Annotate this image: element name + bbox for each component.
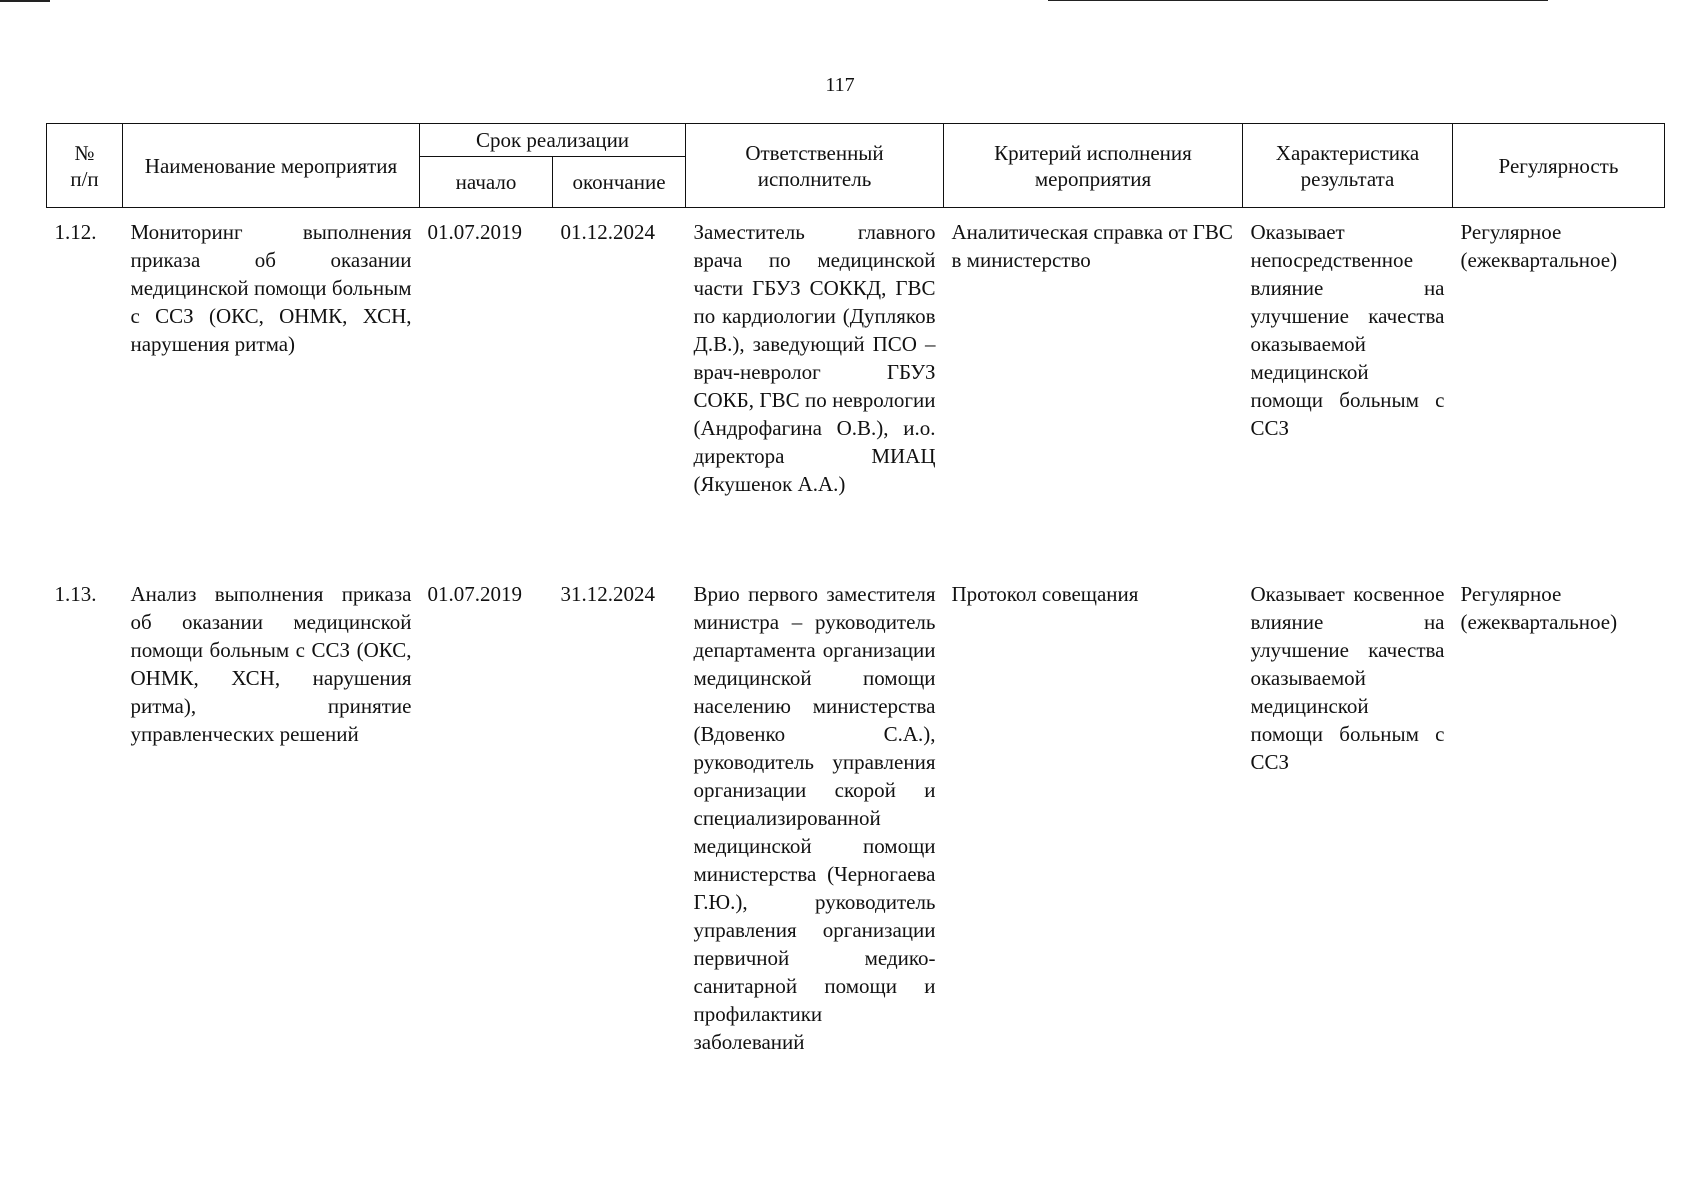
scan-edge-line-right	[1048, 0, 1548, 1]
row-responsible: Заместитель главного врача по медицинской части ГБУЗ СОККД, ГВС по кардиологии (Дупляков Д.В.), заведующий ПСО – врач-невролог ГБУЗ СОКБ, ГВС по неврологии (Андрофагина О.В.), и.о. директора МИАЦ (Якушенок А.А.)	[693, 220, 936, 496]
scan-edge-line-left	[0, 0, 50, 2]
row-num: 1.13.	[54, 582, 97, 606]
table-row	[47, 570, 1665, 1180]
row-end: 31.12.2024	[560, 582, 655, 606]
header-regularity: Регулярность	[1453, 124, 1665, 208]
table-row	[47, 208, 1665, 571]
activities-table	[46, 123, 1665, 1180]
row-end: 01.12.2024	[560, 220, 655, 244]
header-name: Наименование мероприятия	[123, 124, 420, 208]
header-result: Характеристика результата	[1243, 124, 1453, 208]
header-num: № п/п	[47, 124, 123, 208]
row-name: Мониторинг выполнения приказа об оказании медицинской помощи больным с ССЗ (ОКС, ОНМК, ХСН, нарушения ритма)	[130, 220, 412, 356]
row-start: 01.07.2019	[427, 220, 522, 244]
row-regularity: Регулярное (ежеквартальное)	[1460, 582, 1618, 634]
page-number: 117	[825, 74, 855, 96]
row-name: Анализ выполнения приказа об оказании медицинской помощи больным с ССЗ (ОКС, ОНМК, ХСН, нарушения ритма), принятие управленческих решений	[130, 582, 412, 746]
table-header	[47, 124, 1665, 208]
header-period: Срок реализации	[420, 124, 686, 157]
row-start: 01.07.2019	[427, 582, 522, 606]
row-num: 1.12.	[54, 220, 97, 244]
header-end: окончание	[553, 157, 686, 208]
header-criterion: Критерий исполнения мероприятия	[944, 124, 1243, 208]
row-responsible: Врио первого заместителя министра – руководитель департамента организации медицинской помощи населению министерства (Вдовенко С.А.), руководитель управления организации скорой и специализированной медицинской помощи министерства (Черногаева Г.Ю.), руководитель управления организации первичной медико-санитарной помощи и профилактики заболеваний	[693, 582, 936, 1054]
header-responsible: Ответственный исполнитель	[686, 124, 944, 208]
row-criterion: Протокол совещания	[951, 582, 1139, 606]
row-regularity: Регулярное (ежеквартальное)	[1460, 220, 1618, 272]
row-criterion: Аналитическая справка от ГВС в министерство	[951, 220, 1233, 272]
header-start: начало	[420, 157, 553, 208]
row-result: Оказывает косвенное влияние на улучшение качества оказываемой медицинской помощи больным с ССЗ	[1250, 582, 1445, 774]
row-result: Оказывает непосредственное влияние на улучшение качества оказываемой медицинской помощи больным с ССЗ	[1250, 220, 1445, 440]
